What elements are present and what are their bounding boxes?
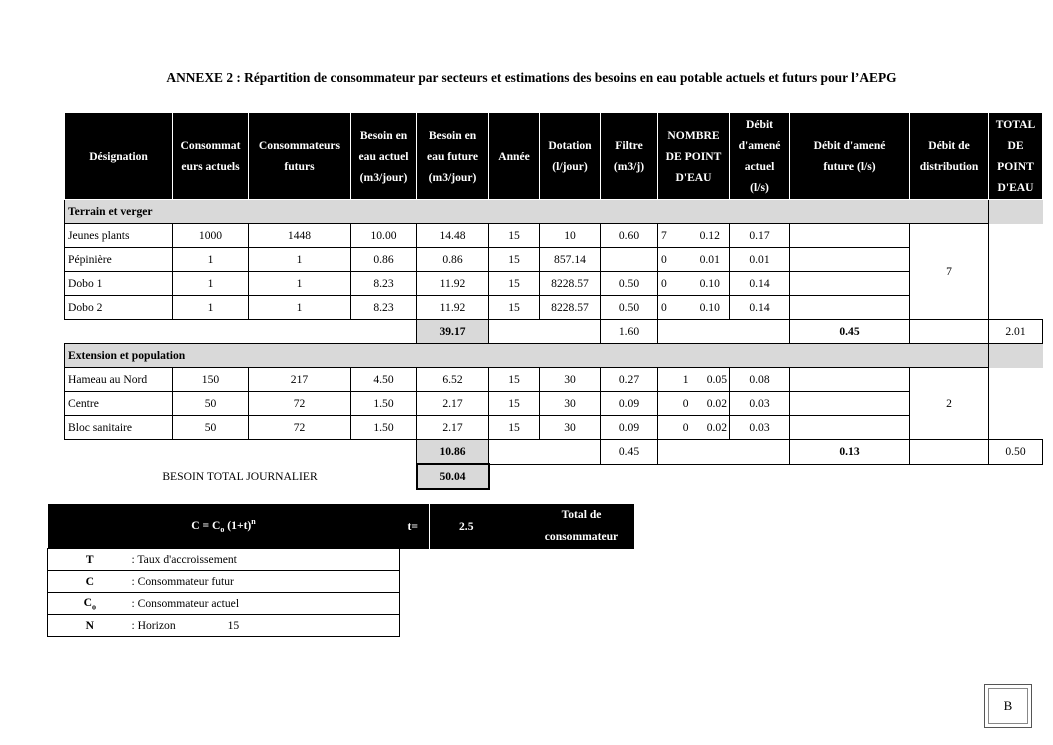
cell-da: 0.10: [691, 296, 730, 320]
cell-da: 0.01: [691, 248, 730, 272]
subtotal-filtre: 1.60: [601, 320, 658, 344]
cell-dot: 8228.57: [540, 272, 601, 296]
definition-row: [48, 549, 634, 571]
cell-cf: 1: [249, 296, 351, 320]
cell-ca: 1000: [173, 224, 249, 248]
cell-an: 15: [489, 224, 540, 248]
formula-exponent: n: [251, 517, 256, 527]
cell-da: 0.12: [691, 224, 730, 248]
cell-distribution: [790, 296, 910, 320]
definition-description: : Consommateur actuel: [131, 597, 240, 610]
header-total-point: TOTAL DE POINT D'EAU: [989, 113, 1043, 200]
header-conso-futurs: Consommateurs futurs: [249, 113, 351, 200]
cell-ba: 1.50: [351, 416, 417, 440]
cell-ba: 4.50: [351, 368, 417, 392]
cell-ca: 150: [173, 368, 249, 392]
cell-np: 7: [658, 224, 691, 248]
definition-symbol: [48, 593, 132, 615]
cell-df: 0.01: [730, 248, 790, 272]
subtotal-row: [65, 320, 1043, 344]
total-consommateur-label: Total de consommateur: [530, 504, 634, 549]
cell-bf: 0.86: [417, 248, 489, 272]
cell-np: 1: [658, 368, 691, 392]
cell-fil: 0.50: [601, 272, 658, 296]
total-label: BESOIN TOTAL JOURNALIER: [162, 469, 318, 483]
subtotal-besoin-future: 10.86: [417, 440, 489, 465]
header-debit-actuel: Débit d'amené actuel (l/s): [730, 113, 790, 200]
table-row: [65, 224, 1043, 248]
horizon-value: 15: [227, 619, 240, 632]
definition-text: [132, 549, 400, 571]
cell-ba: 1.50: [351, 392, 417, 416]
section-row: [65, 344, 1043, 368]
subtotal-filtre: 0.45: [601, 440, 658, 465]
page-badge: B: [984, 684, 1032, 728]
t-label: t=: [400, 504, 430, 549]
row-designation: Dobo 2: [65, 296, 173, 320]
cell-an: 15: [489, 368, 540, 392]
header-conso-actuels: Consommat eurs actuels: [173, 113, 249, 200]
header-designation: Désignation: [65, 113, 173, 200]
formula-c: C = C: [191, 519, 221, 533]
definition-row: [48, 593, 634, 615]
table-row: [65, 368, 1043, 392]
cell-ca: 50: [173, 392, 249, 416]
cell-df: 0.14: [730, 296, 790, 320]
cell-cf: 72: [249, 392, 351, 416]
table-row: [65, 248, 1043, 272]
subtotal-debit-future: 0.45: [790, 320, 910, 344]
symbol-subscript: o: [91, 602, 96, 612]
cell-np: 0: [658, 416, 691, 440]
cell-ba: 0.86: [351, 248, 417, 272]
table-row: [65, 392, 1043, 416]
header-dotation: Dotation (l/jour): [540, 113, 601, 200]
cell-np: 0: [658, 272, 691, 296]
cell-df: 0.14: [730, 272, 790, 296]
header-besoin-future: Besoin en eau future (m3/jour): [417, 113, 489, 200]
cell-cf: 72: [249, 416, 351, 440]
cell-distribution: [790, 416, 910, 440]
cell-ca: 1: [173, 296, 249, 320]
total-row: [65, 464, 1043, 489]
definition-description: : Taux d'accroissement: [131, 553, 237, 566]
cell-dot: 30: [540, 392, 601, 416]
cell-ba: 8.23: [351, 272, 417, 296]
cell-fil: 0.27: [601, 368, 658, 392]
symbol-letter: T: [85, 553, 94, 566]
header-debit-distribution: Débit de distribution: [910, 113, 989, 200]
header-besoin-actuel: Besoin en eau actuel (m3/jour): [351, 113, 417, 200]
cell-ca: 50: [173, 416, 249, 440]
definition-text: [132, 571, 400, 593]
definition-text: [132, 593, 400, 615]
cell-dot: 857.14: [540, 248, 601, 272]
table-row: [65, 416, 1043, 440]
cell-distribution: [790, 248, 910, 272]
formula-header-row: [48, 504, 634, 549]
cell-np: 0: [658, 392, 691, 416]
subtotal-total-points: 0.50: [989, 440, 1043, 465]
cell-fil: [601, 248, 658, 272]
cell-bf: 2.17: [417, 392, 489, 416]
subtotal-besoin-future: 39.17: [417, 320, 489, 344]
cell-distribution: [790, 392, 910, 416]
cell-cf: 1: [249, 248, 351, 272]
cell-distribution: [790, 272, 910, 296]
cell-df: 0.08: [730, 368, 790, 392]
header-filtre: Filtre (m3/j): [601, 113, 658, 200]
table-header-row: [65, 113, 1043, 200]
cell-ba: 8.23: [351, 296, 417, 320]
cell-fil: 0.09: [601, 416, 658, 440]
cell-ca: 1: [173, 272, 249, 296]
cell-cf: 217: [249, 368, 351, 392]
document-title: ANNEXE 2 : Répartition de consommateur par secteurs et estimations des besoins en eau potable actuels et futurs pour l’AEPG: [166, 70, 897, 85]
cell-bf: 2.17: [417, 416, 489, 440]
cell-df: 0.17: [730, 224, 790, 248]
total-value: 50.04: [417, 464, 489, 489]
row-designation: Jeunes plants: [65, 224, 173, 248]
cell-np: 0: [658, 248, 691, 272]
header-debit-future: Débit d'amené future (l/s): [790, 113, 910, 200]
definition-row: [48, 615, 634, 637]
formula-expression: [48, 504, 400, 549]
cell-dot: 10: [540, 224, 601, 248]
definition-description: : Consommateur futur: [131, 575, 234, 588]
cell-an: 15: [489, 392, 540, 416]
cell-cf: 1448: [249, 224, 351, 248]
cell-fil: 0.09: [601, 392, 658, 416]
table-row: [65, 296, 1043, 320]
section-row: [65, 200, 1043, 224]
cell-cf: 1: [249, 272, 351, 296]
cell-an: 15: [489, 248, 540, 272]
cell-distribution: [790, 224, 910, 248]
subtotal-total-points: 2.01: [989, 320, 1043, 344]
cell-da: 0.02: [691, 392, 730, 416]
row-designation: Bloc sanitaire: [65, 416, 173, 440]
table-row: [65, 272, 1043, 296]
cell-bf: 11.92: [417, 272, 489, 296]
consumption-table: [64, 112, 1043, 490]
cell-np: 0: [658, 296, 691, 320]
formula-table: [47, 504, 634, 637]
section-label: Terrain et verger: [65, 200, 989, 224]
cell-dot: 30: [540, 368, 601, 392]
definition-symbol: [48, 549, 132, 571]
row-designation: Dobo 1: [65, 272, 173, 296]
definition-description: : Horizon: [131, 619, 176, 632]
definition-row: [48, 571, 634, 593]
total-points-cell: 7: [910, 224, 989, 320]
header-nombre-point: NOMBRE DE POINT D'EAU: [658, 113, 730, 200]
cell-an: 15: [489, 272, 540, 296]
row-designation: Hameau au Nord: [65, 368, 173, 392]
cell-bf: 11.92: [417, 296, 489, 320]
cell-da: 0.10: [691, 272, 730, 296]
cell-fil: 0.60: [601, 224, 658, 248]
cell-df: 0.03: [730, 416, 790, 440]
cell-dot: 30: [540, 416, 601, 440]
header-annee: Année: [489, 113, 540, 200]
cell-ba: 10.00: [351, 224, 417, 248]
row-designation: Pépinière: [65, 248, 173, 272]
subtotal-row: [65, 440, 1043, 465]
cell-bf: 14.48: [417, 224, 489, 248]
cell-df: 0.03: [730, 392, 790, 416]
cell-fil: 0.50: [601, 296, 658, 320]
formula-rate: (1+t): [224, 519, 252, 533]
definition-text: [132, 615, 400, 637]
cell-an: 15: [489, 416, 540, 440]
t-value: 2.5: [430, 504, 480, 549]
definition-symbol: [48, 615, 132, 637]
cell-dot: 8228.57: [540, 296, 601, 320]
cell-distribution: [790, 368, 910, 392]
symbol-letter: N: [85, 619, 94, 632]
cell-da: 0.05: [691, 368, 730, 392]
subtotal-debit-future: 0.13: [790, 440, 910, 465]
cell-bf: 6.52: [417, 368, 489, 392]
formula-c-sub: o: [220, 525, 225, 535]
row-designation: Centre: [65, 392, 173, 416]
symbol-letter: C: [85, 575, 94, 588]
cell-ca: 1: [173, 248, 249, 272]
section-label: Extension et population: [65, 344, 989, 368]
cell-da: 0.02: [691, 416, 730, 440]
symbol-letter: C: [83, 595, 92, 609]
definition-symbol: [48, 571, 132, 593]
total-points-cell: 2: [910, 368, 989, 440]
cell-an: 15: [489, 296, 540, 320]
